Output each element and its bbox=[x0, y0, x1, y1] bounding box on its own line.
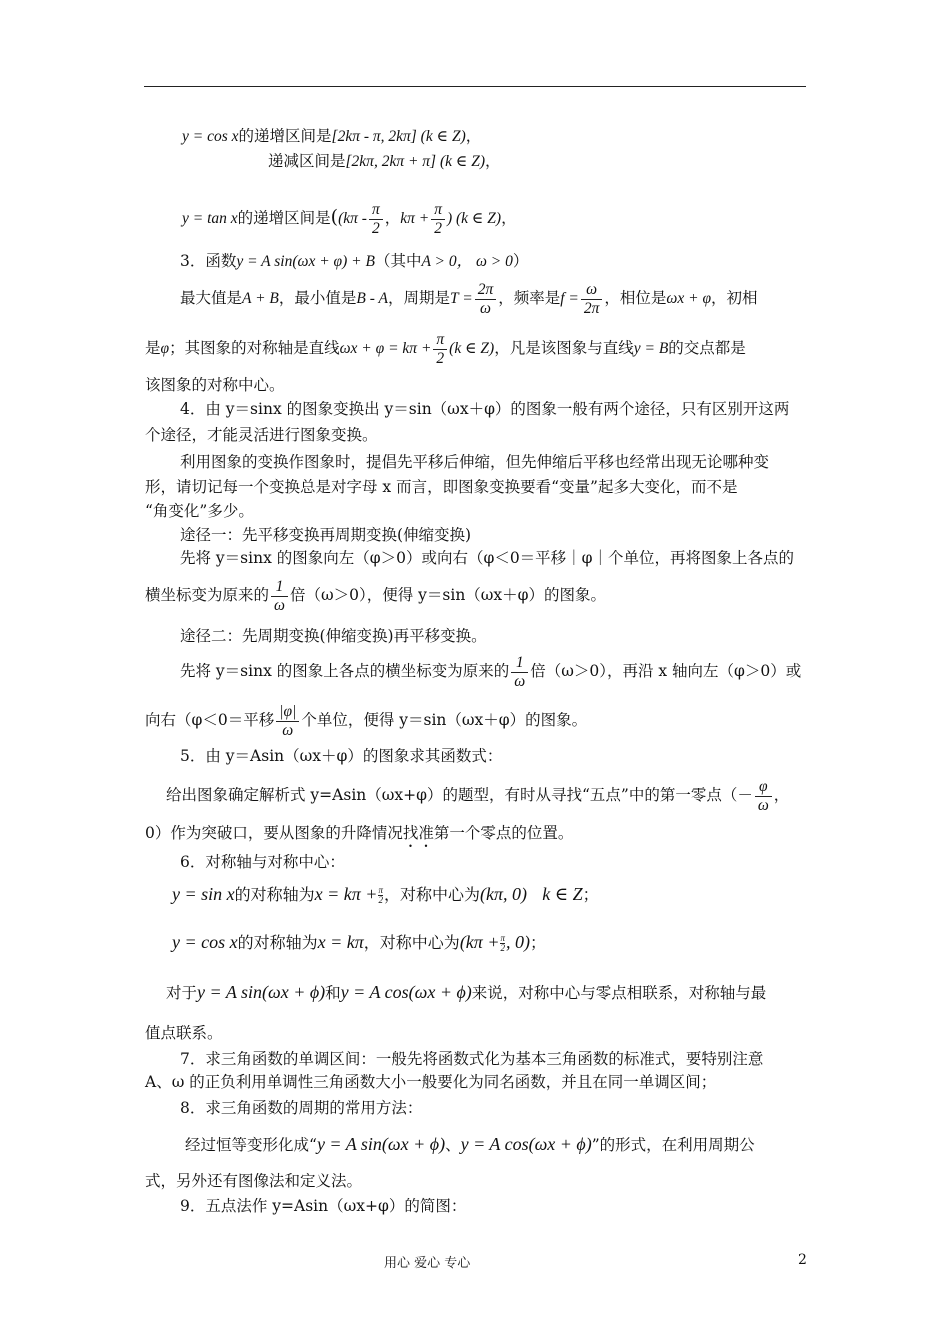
para-line: A、ω 的正负利用单调性三角函数大小一般要化为同名函数，并且在同一单调区间； bbox=[145, 1073, 717, 1091]
para-line: 0）作为突破口，要从图象的升降情况找准第一个零点的位置。 bbox=[145, 824, 574, 842]
para-line: 向右（φ＜0＝平移 $\frac{|\varphi|}{\omega}$ 个单位，便得 y＝sin（ωx＋φ）的图象。 bbox=[145, 702, 588, 739]
para-line: 形，请切记每一个变换总是对字母 x 而言，即图象变换要看“变量”起多大变化，而不是 bbox=[145, 478, 738, 496]
para-line: 式，另外还有图像法和定义法。 bbox=[145, 1172, 363, 1190]
para-line: 个途径，才能灵活进行图象变换。 bbox=[145, 426, 378, 444]
item-7-heading: 7．求三角函数的单调区间：一般先将函数式化为基本三角函数的标准式，要特别注意 bbox=[180, 1050, 764, 1068]
page-number: 2 bbox=[798, 1252, 807, 1268]
para-line: 值点联系。 bbox=[145, 1024, 223, 1042]
line-general-symmetry: 对于y = A sin(ωx + ϕ)和y = A cos(ωx + ϕ)来说，对称中心与零点相联系，对称轴与最 bbox=[166, 982, 767, 1002]
item-6-heading: 6．对称轴与对称中心： bbox=[180, 853, 345, 871]
item-3-heading: 3．函数y = A sin(ωx + φ) + B（其中A > 0， ω > 0） bbox=[180, 252, 529, 270]
item-9-heading: 9．五点法作 y=Asin（ωx+φ）的简图： bbox=[180, 1197, 467, 1215]
para-line: 利用图象的变换作图象时，提倡先平移后伸缩，但先伸缩后平移也经常出现无论哪种变 bbox=[180, 453, 770, 471]
para-line: “角变化”多少。 bbox=[145, 502, 254, 520]
line-cos-symmetry: y = cos x的对称轴为x = kπ，对称中心为(kπ + $\frac{\pi}{2}$, 0)； bbox=[172, 932, 546, 953]
line-tan-increasing: y = tan x的递增区间是((kπ - $\frac{\pi}{2}$ ，kπ + $\frac{\pi}{2}$ ) (k ∈ Z)， bbox=[182, 200, 517, 237]
interval-math: [2kπ - π, 2kπ] (k ∈ Z) bbox=[331, 128, 466, 145]
page-footer: 用心 爱心 专心 bbox=[384, 1256, 471, 1271]
item-5-heading: 5．由 y＝Asin（ωx＋φ）的图象求其函数式： bbox=[180, 747, 503, 765]
para-line: 先将 y＝sinx 的图象上各点的横坐标变为原来的 $\frac{1}{\omega}$ 倍（ω＞0），再沿 x 轴向左（φ＞0）或 bbox=[180, 653, 802, 690]
para-line: 给出图象确定解析式 y=Asin（ωx+φ）的题型，有时从寻找“五点”中的第一零点（－ $\frac{\varphi}{\omega}$ ， bbox=[166, 777, 790, 814]
line-max-min-period: 最大值是A + B，最小值是B - A，周期是T = $\frac{2\pi}{\omega}$ ，频率是f = $\frac{\omega}{2\pi}$ ，相位是ωx + φ，初相 bbox=[180, 280, 758, 317]
item-8-heading: 8．求三角函数的周期的常用方法： bbox=[180, 1099, 423, 1117]
item-4-heading: 4．由 y＝sinx 的图象变换出 y＝sin（ωx＋φ）的图象一般有两个途径，只有区别开这两 bbox=[180, 400, 790, 418]
para-line: 该图象的对称中心。 bbox=[145, 376, 285, 394]
line-period-method: 经过恒等变形化成“y = A sin(ωx + ϕ)、y = A cos(ωx + ϕ)”的形式，在利用周期公 bbox=[185, 1134, 755, 1154]
interval-math: [2kπ, 2kπ + π] (k ∈ Z) bbox=[345, 153, 486, 170]
path-two-heading: 途径二：先周期变换(伸缩变换)再平移变换。 bbox=[180, 627, 487, 645]
line-cos-decreasing: 递减区间是[2kπ, 2kπ + π] (k ∈ Z)， bbox=[268, 152, 501, 170]
line-cos-increasing: y = cos x的递增区间是[2kπ - π, 2kπ] (k ∈ Z)， bbox=[182, 127, 482, 145]
math-cos: y = cos x bbox=[182, 128, 239, 145]
para-line: 先将 y＝sinx 的图象向左（φ＞0）或向右（φ＜0＝平移｜φ｜个单位，再将图象上各点的 bbox=[180, 549, 795, 567]
line-sin-symmetry: y = sin x的对称轴为x = kπ + $\frac{\pi}{2}$，对称中心为(kπ, 0) k ∈ Z； bbox=[172, 884, 599, 905]
para-line: 横坐标变为原来的 $\frac{1}{\omega}$ 倍（ω＞0），便得 y＝sin（ωx＋φ）的图象。 bbox=[145, 577, 607, 614]
line-symmetry-axis: 是φ；其图象的对称轴是直线ωx + φ = kπ + $\frac{\pi}{2}$ (k ∈ Z)，凡是该图象与直线y = B的交点都是 bbox=[145, 330, 746, 367]
header-rule bbox=[144, 86, 806, 87]
path-one-heading: 途径一：先平移变换再周期变换(伸缩变换) bbox=[180, 526, 472, 544]
